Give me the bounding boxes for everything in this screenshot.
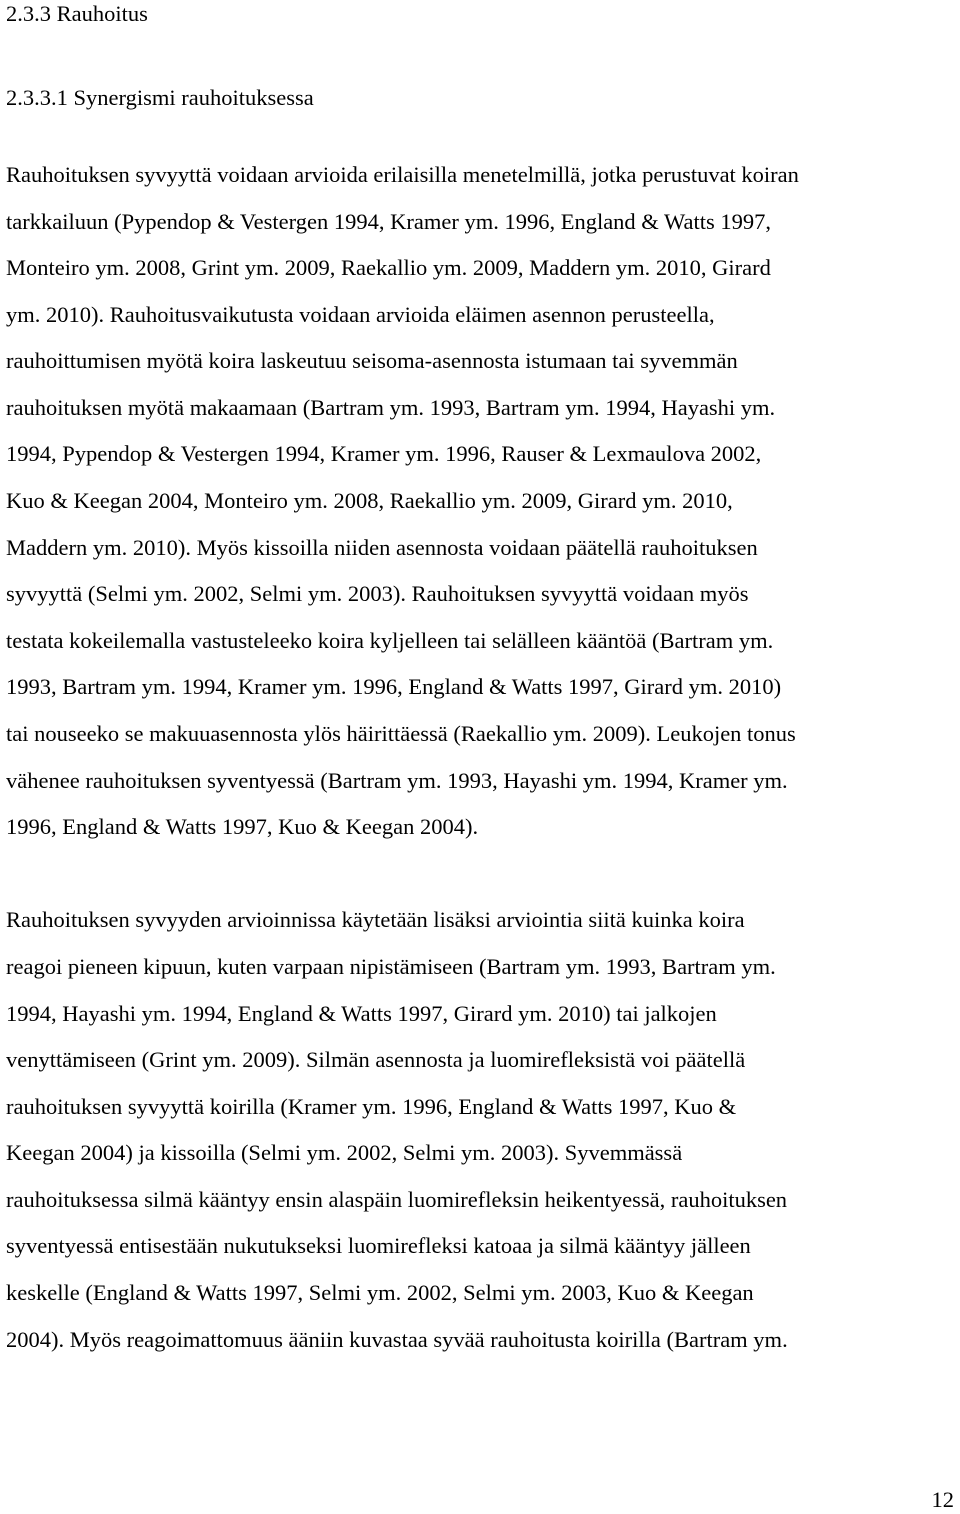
paragraph-line: Rauhoituksen syvyyden arvioinnissa käytetään lisäksi arviointia siitä kuinka koira: [6, 907, 745, 932]
paragraph-line: 1996, England & Watts 1997, Kuo & Keegan 2004).: [6, 814, 479, 839]
paragraph-line: rauhoituksessa silmä kääntyy ensin alaspäin luomirefleksin heikentyessä, rauhoituksen: [6, 1187, 788, 1212]
section-heading: 2.3.3 Rauhoitus: [6, 1, 148, 26]
paragraph-line: rauhoituksen syvyyttä koirilla (Kramer ym. 1996, England & Watts 1997, Kuo &: [6, 1094, 737, 1119]
paragraph-line: ym. 2010). Rauhoitusvaikutusta voidaan arvioida eläimen asennon perusteella,: [6, 302, 715, 327]
paragraph-line: vähenee rauhoituksen syventyessä (Bartram ym. 1993, Hayashi ym. 1994, Kramer ym.: [6, 768, 788, 793]
subsection-heading: 2.3.3.1 Synergismi rauhoituksessa: [6, 85, 314, 110]
paragraph-line: Monteiro ym. 2008, Grint ym. 2009, Raekallio ym. 2009, Maddern ym. 2010, Girard: [6, 255, 771, 280]
paragraph-line: tai nouseeko se makuuasennosta ylös häirittäessä (Raekallio ym. 2009). Leukojen tonus: [6, 721, 796, 746]
paragraph-line: testata kokeilemalla vastusteleeko koira kyljelleen tai selälleen kääntöä (Bartram ym.: [6, 628, 774, 653]
paragraph-line: venyttämiseen (Grint ym. 2009). Silmän asennosta ja luomirefleksistä voi päätellä: [6, 1047, 746, 1072]
paragraph-line: 1994, Pypendop & Vestergen 1994, Kramer ym. 1996, Rauser & Lexmaulova 2002,: [6, 441, 762, 466]
paragraph-line: 1994, Hayashi ym. 1994, England & Watts 1997, Girard ym. 2010) tai jalkojen: [6, 1001, 717, 1026]
paragraph-line: 2004). Myös reagoimattomuus ääniin kuvastaa syvää rauhoitusta koirilla (Bartram ym.: [6, 1327, 788, 1352]
paragraph-line: 1993, Bartram ym. 1994, Kramer ym. 1996, England & Watts 1997, Girard ym. 2010): [6, 674, 782, 699]
paragraph-line: Maddern ym. 2010). Myös kissoilla niiden asennosta voidaan päätellä rauhoituksen: [6, 535, 758, 560]
paragraph-line: keskelle (England & Watts 1997, Selmi ym. 2002, Selmi ym. 2003, Kuo & Keegan: [6, 1280, 754, 1305]
page-number: 12: [931, 1487, 954, 1512]
paragraph-line: Keegan 2004) ja kissoilla (Selmi ym. 2002, Selmi ym. 2003). Syvemmässä: [6, 1140, 683, 1165]
paragraph-line: rauhoittumisen myötä koira laskeutuu seisoma-asennosta istumaan tai syvemmän: [6, 348, 738, 373]
paragraph-line: syvyyttä (Selmi ym. 2002, Selmi ym. 2003). Rauhoituksen syvyyttä voidaan myös: [6, 581, 749, 606]
paragraph-line: reagoi pieneen kipuun, kuten varpaan nipistämiseen (Bartram ym. 1993, Bartram ym.: [6, 954, 776, 979]
paragraph-line: Kuo & Keegan 2004, Monteiro ym. 2008, Raekallio ym. 2009, Girard ym. 2010,: [6, 488, 733, 513]
paragraph-line: rauhoituksen myötä makaamaan (Bartram ym. 1993, Bartram ym. 1994, Hayashi ym.: [6, 395, 776, 420]
paragraph-line: syventyessä entisestään nukutukseksi luomirefleksi katoaa ja silmä kääntyy jälleen: [6, 1233, 751, 1258]
paragraph-line: Rauhoituksen syvyyttä voidaan arvioida erilaisilla menetelmillä, jotka perustuvat koiran: [6, 162, 799, 187]
paragraph-line: tarkkailuun (Pypendop & Vestergen 1994, Kramer ym. 1996, England & Watts 1997,: [6, 209, 771, 234]
